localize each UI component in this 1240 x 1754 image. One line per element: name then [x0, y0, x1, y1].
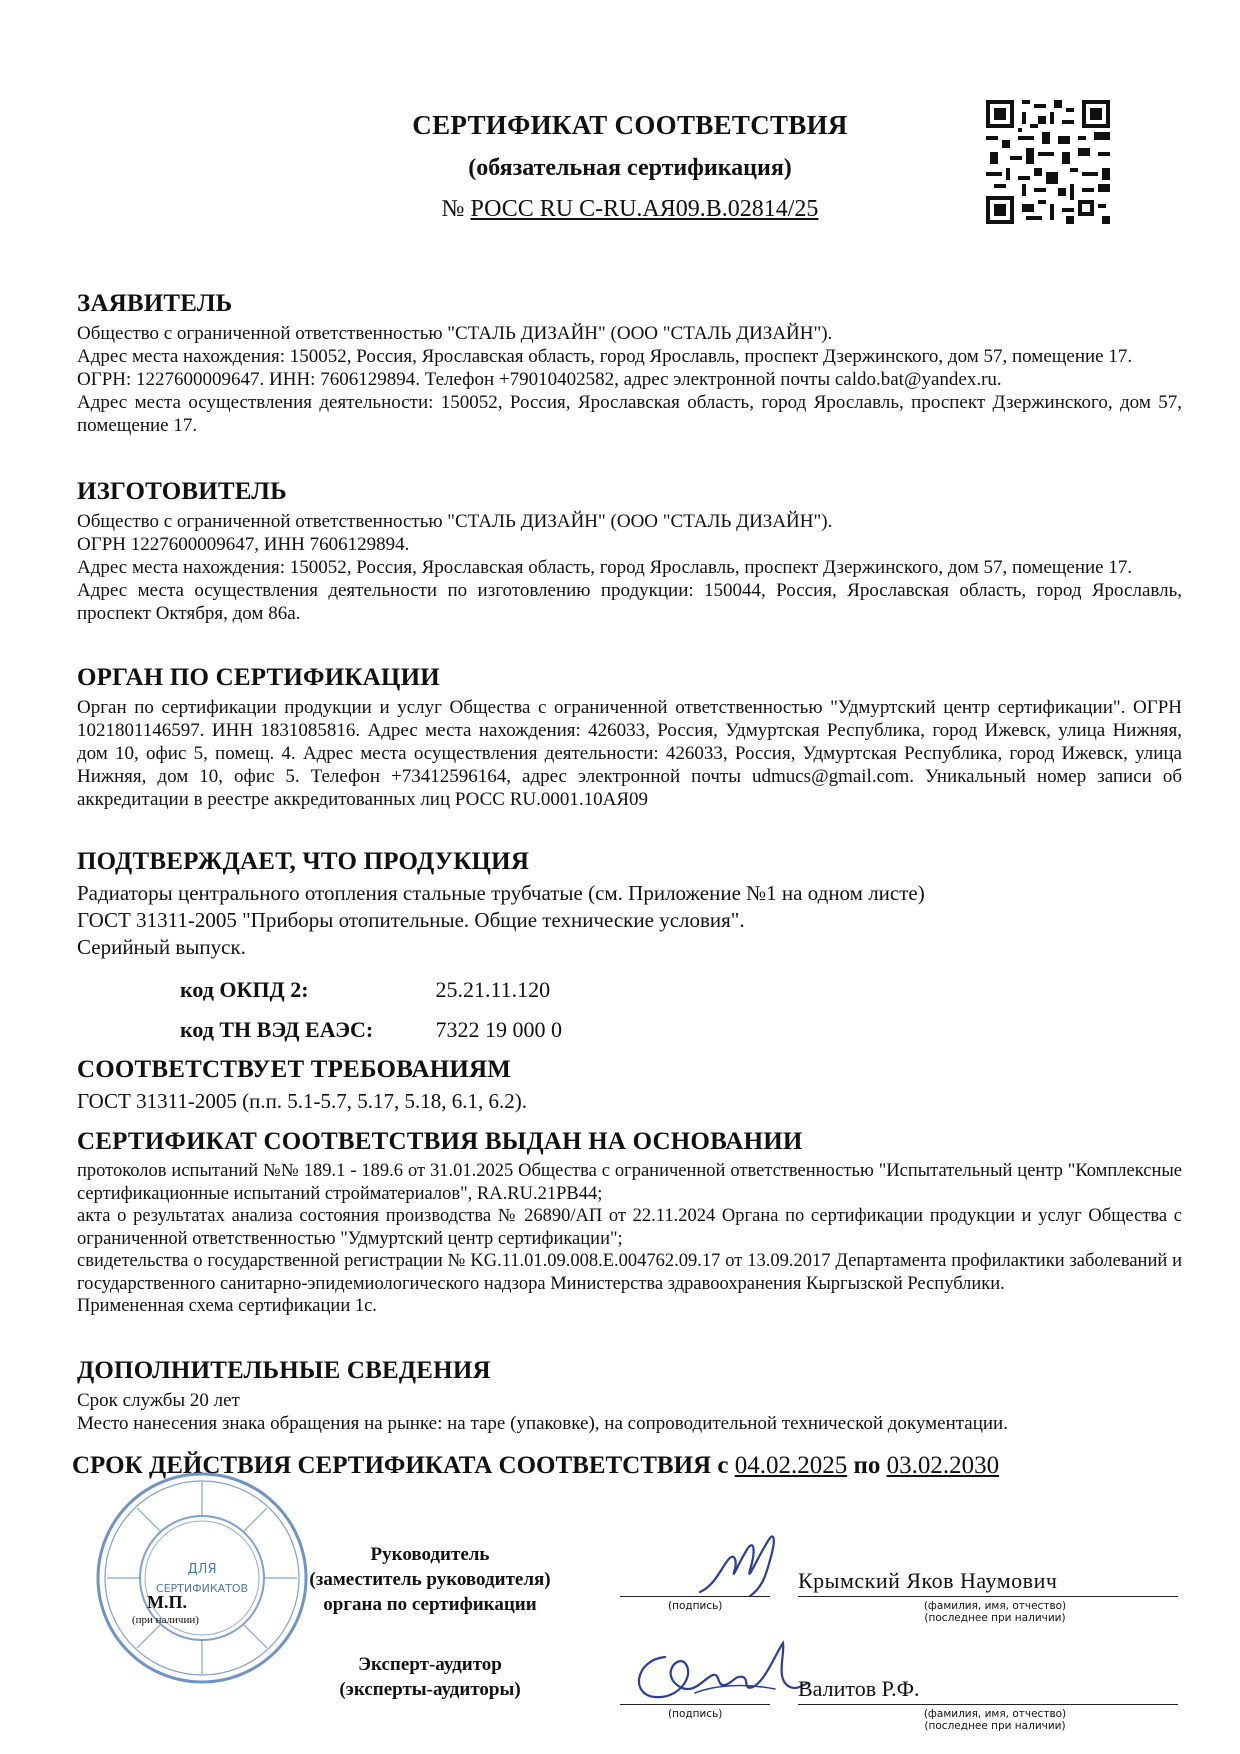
additional-title: ДОПОЛНИТЕЛЬНЫЕ СВЕДЕНИЯ [77, 1357, 491, 1384]
additional-section [77, 1357, 1182, 1435]
qr-code-icon [982, 96, 1114, 228]
expert-role-line: (эксперты-аудиторы) [339, 1679, 521, 1700]
expert-role [280, 1652, 580, 1702]
requirements-text: ГОСТ 31311-2005 (п.п. 5.1-5.7, 5.17, 5.18, 6.1, 6.2). [77, 1089, 528, 1113]
product-line: Радиаторы центрального отопления стальные трубчатые (см. Приложение №1 на одном листе) [77, 881, 925, 905]
tnved-code-row [180, 1017, 880, 1043]
head-signature-note: (подпись) [668, 1600, 723, 1612]
product-line: ГОСТ 31311-2005 "Приборы отопительные. Общие технические условия". [77, 908, 745, 932]
mp-label: М.П. [147, 1592, 187, 1612]
applicant-line: ОГРН: 1227600009647. ИНН: 7606129894. Телефон +79010402582, адрес электронной почты caldo.bat@yandex.ru. [77, 369, 1002, 390]
okpd-label: код ОКПД 2: [180, 977, 309, 1002]
expert-name: Валитов Р.Ф. [798, 1676, 920, 1701]
cert-body-section [77, 664, 1182, 811]
basis-line: Примененная схема сертификации 1с. [77, 1296, 377, 1316]
expert-name-line [798, 1704, 1178, 1705]
mp-note: (при наличии) [132, 1614, 199, 1626]
certificate-title: СЕРТИФИКАТ СООТВЕТСТВИЯ [412, 110, 848, 140]
expert-signature-line [620, 1704, 770, 1705]
product-section [77, 848, 1182, 961]
applicant-line: Адрес места нахождения: 150052, Россия, Ярославская область, город Ярославль, проспект Дзержинского, дом 57, помещение 17. [77, 346, 1133, 367]
okpd-value: 25.21.11.120 [435, 977, 551, 1002]
name-note-line: (последнее при наличии) [924, 1612, 1066, 1624]
basis-section [77, 1128, 1182, 1318]
basis-title: СЕРТИФИКАТ СООТВЕТСТВИЯ ВЫДАН НА ОСНОВАНИИ [77, 1128, 803, 1155]
expert-role-line: Эксперт-аудитор [358, 1654, 502, 1675]
basis-line: протоколов испытаний №№ 189.1 - 189.6 от 31.01.2025 Общества с ограниченной ответственностью "Испытательный центр "Комплексные сертификационные испытаний стройматериалов", RA.RU.21РВ44; [77, 1161, 1182, 1204]
manufacturer-line: Адрес места осуществления деятельности по изготовлению продукции: 150044, Россия, Ярославская область, город Ярославль, проспект Октября, дом 86а. [77, 580, 1182, 624]
basis-line: свидетельства о государственной регистрации № KG.11.01.09.008.Е.004762.09.17 от 13.09.2017 Департамента профилактики заболеваний и государственного санитарно-эпидемиологического надзора Министерства здравоохранения Кыргызской Республики. [77, 1251, 1182, 1294]
number-prefix: № [441, 196, 465, 222]
additional-line: Место нанесения знака обращения на рынке: на таре (упаковке), на сопроводительной технической документации. [77, 1413, 1008, 1434]
cert-body-text: Орган по сертификации продукции и услуг Общества с ограниченной ответственностью "Удмуртский центр сертификации". ОГРН 1021801146597. ИНН 1831085816. Адрес места нахождения: 426033, Россия, Удмуртская Республика, город Ижевск, улица Нижняя, дом 10, офис 5, помещ. 4. Адрес места осуществления деятельности: 426033, Россия, Удмуртская Республика, город Ижевск, улица Нижняя, дом 10, офис 5. Телефон +73412596164, адрес электронной почты udmucs@gmail.com. Уникальный номер записи об аккредитации в реестре аккредитованных лиц РОСС RU.0001.10АЯ09 [77, 697, 1182, 810]
name-note-line: (последнее при наличии) [924, 1720, 1066, 1732]
certificate-subtitle: (обязательная сертификация) [468, 155, 792, 181]
tnved-value: 7322 19 000 0 [435, 1017, 562, 1042]
validity-to-word: по [853, 1452, 881, 1479]
additional-line: Срок службы 20 лет [77, 1390, 240, 1411]
head-signature-icon [690, 1530, 810, 1610]
basis-line: акта о результатах анализа состояния производства № 26890/АП от 22.11.2024 Органа по сертификации продукции и услуг Общества с ограниченной ответственностью "Удмуртский центр сертификации"; [77, 1206, 1182, 1249]
seal-center-bottom: СЕРТИФИКАТОВ [155, 1582, 249, 1595]
expert-name-note [920, 1708, 1070, 1732]
manufacturer-line: ОГРН 1227600009647, ИНН 7606129894. [77, 534, 410, 555]
name-note-line: (фамилия, имя, отчество) [923, 1708, 1067, 1720]
applicant-line: Адрес места осуществления деятельности: 150052, Россия, Ярославская область, город Ярославль, проспект Дзержинского, дом 57, помещение 17. [77, 392, 1182, 436]
manufacturer-section [77, 478, 1182, 625]
expert-signature-note: (подпись) [668, 1708, 723, 1720]
round-seal-icon [92, 1468, 312, 1688]
product-title: ПОДТВЕРЖДАЕТ, ЧТО ПРОДУКЦИЯ [77, 848, 530, 875]
manufacturer-title: ИЗГОТОВИТЕЛЬ [77, 478, 287, 505]
applicant-title: ЗАЯВИТЕЛЬ [77, 290, 233, 317]
head-role-line: Руководитель [370, 1544, 490, 1565]
head-name-note [920, 1600, 1070, 1624]
product-line: Серийный выпуск. [77, 935, 246, 959]
requirements-title: СООТВЕТСТВУЕТ ТРЕБОВАНИЯМ [77, 1056, 512, 1083]
head-role-line: (заместитель руководителя) [309, 1569, 551, 1590]
okpd-code-row [180, 977, 880, 1003]
head-role-line: органа по сертификации [323, 1594, 537, 1615]
head-name-line [798, 1596, 1178, 1597]
cert-body-title: ОРГАН ПО СЕРТИФИКАЦИИ [77, 664, 440, 691]
tnved-label: код ТН ВЭД ЕАЭС: [180, 1017, 374, 1042]
validity-label: СРОК ДЕЙСТВИЯ СЕРТИФИКАТА СООТВЕТСТВИЯ с [72, 1452, 729, 1479]
head-name: Крымский Яков Наумович [798, 1568, 1058, 1593]
expert-signature-icon [625, 1635, 810, 1715]
manufacturer-line: Адрес места нахождения: 150052, Россия, Ярославская область, город Ярославль, проспект Дзержинского, дом 57, помещение 17. [77, 557, 1133, 578]
head-signature-line [620, 1596, 770, 1597]
requirements-section [77, 1056, 1182, 1115]
applicant-line: Общество с ограниченной ответственностью "СТАЛЬ ДИЗАЙН" (ООО "СТАЛЬ ДИЗАЙН"). [77, 323, 833, 344]
seal-center-top: ДЛЯ [187, 1562, 217, 1577]
validity-from: 04.02.2025 [734, 1452, 848, 1479]
applicant-section [77, 290, 1182, 437]
validity-to: 03.02.2030 [886, 1452, 1000, 1479]
head-role [280, 1542, 580, 1617]
number-value: РОСС RU С-RU.АЯ09.В.02814/25 [470, 196, 819, 222]
name-note-line: (фамилия, имя, отчество) [923, 1600, 1067, 1612]
manufacturer-line: Общество с ограниченной ответственностью "СТАЛЬ ДИЗАЙН" (ООО "СТАЛЬ ДИЗАЙН"). [77, 511, 833, 532]
